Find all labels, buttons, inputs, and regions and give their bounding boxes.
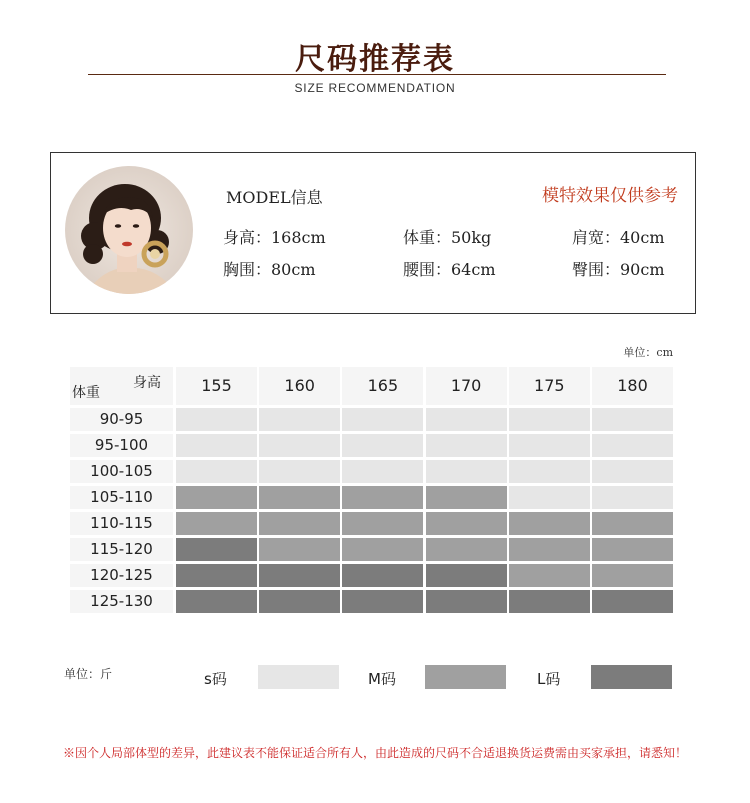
legend-m-swatch [425, 665, 506, 689]
legend-l-label: L码 [537, 670, 561, 688]
height-header: 180 [592, 367, 673, 405]
size-cell [342, 434, 423, 457]
legend-s-swatch [258, 665, 339, 689]
height-measurement: 身高：168cm [223, 228, 326, 247]
size-cell [592, 486, 673, 509]
size-cell [342, 460, 423, 483]
height-header: 170 [426, 367, 507, 405]
size-cell [342, 538, 423, 561]
weight-row-label: 120-125 [70, 564, 173, 587]
page-title: 尺码推荐表 [295, 42, 455, 77]
size-cell [426, 434, 507, 457]
size-cell [259, 408, 340, 431]
size-cell [426, 538, 507, 561]
legend-unit-label: 单位：斤 [64, 667, 113, 681]
shoulder-measurement: 肩宽：40cm [572, 228, 665, 247]
table-corner [70, 367, 173, 405]
size-cell [259, 564, 340, 587]
size-cell [509, 434, 590, 457]
size-cell [426, 564, 507, 587]
title-divider [88, 74, 666, 75]
size-cell [509, 538, 590, 561]
size-cell [592, 538, 673, 561]
height-header: 160 [259, 367, 340, 405]
size-cell [259, 486, 340, 509]
weight-row-label: 125-130 [70, 590, 173, 613]
size-cell [509, 590, 590, 613]
size-cell [342, 486, 423, 509]
size-cell [176, 564, 257, 587]
size-cell [176, 408, 257, 431]
bust-measurement: 胸围：80cm [223, 260, 316, 279]
legend-m-label: M码 [368, 670, 396, 688]
size-cell [509, 460, 590, 483]
size-cell [259, 538, 340, 561]
weight-row-label: 95-100 [70, 434, 173, 457]
height-header: 155 [176, 367, 257, 405]
size-cell [176, 512, 257, 535]
size-cell [592, 408, 673, 431]
size-cell [176, 434, 257, 457]
size-cell [259, 512, 340, 535]
size-cell [259, 590, 340, 613]
weight-row-label: 115-120 [70, 538, 173, 561]
size-cell [176, 538, 257, 561]
size-cell [426, 408, 507, 431]
size-cell [176, 486, 257, 509]
size-cell [259, 434, 340, 457]
size-cell [259, 460, 340, 483]
page-subtitle: SIZE RECOMMENDATION [294, 81, 456, 95]
model-info-box [50, 152, 696, 314]
weight-row-label: 100-105 [70, 460, 173, 483]
size-cell [509, 564, 590, 587]
size-cell [592, 590, 673, 613]
table-unit-label: 单位：cm [623, 346, 673, 359]
size-cell [509, 512, 590, 535]
corner-height-label: 身高 [133, 375, 161, 391]
height-header: 165 [342, 367, 423, 405]
weight-measurement: 体重：50kg [403, 228, 492, 247]
height-header: 175 [509, 367, 590, 405]
size-cell [176, 460, 257, 483]
size-cell [592, 460, 673, 483]
model-disclaimer: 模特效果仅供参考 [542, 186, 678, 206]
model-avatar [65, 166, 193, 294]
model-info-label: MODEL信息 [226, 188, 323, 207]
size-cell [342, 512, 423, 535]
size-cell [592, 512, 673, 535]
waist-measurement: 腰围：64cm [403, 260, 496, 279]
size-cell [509, 486, 590, 509]
weight-row-label: 110-115 [70, 512, 173, 535]
footer-disclaimer: ※因个人局部体型的差异，此建议表不能保证适合所有人，由此造成的尺码不合适退换货运费需由买家承担，请悉知！ [62, 746, 687, 760]
size-cell [342, 408, 423, 431]
legend-l-swatch [591, 665, 672, 689]
size-cell [509, 408, 590, 431]
legend-s-label: s码 [204, 670, 227, 688]
weight-row-label: 90-95 [70, 408, 173, 431]
weight-row-label: 105-110 [70, 486, 173, 509]
size-cell [176, 590, 257, 613]
size-cell [426, 460, 507, 483]
size-cell [592, 434, 673, 457]
corner-weight-label: 体重 [72, 385, 100, 401]
size-cell [426, 590, 507, 613]
size-cell [426, 512, 507, 535]
size-cell [342, 590, 423, 613]
size-cell [592, 564, 673, 587]
size-cell [342, 564, 423, 587]
hip-measurement: 臀围：90cm [572, 260, 665, 279]
size-cell [426, 486, 507, 509]
